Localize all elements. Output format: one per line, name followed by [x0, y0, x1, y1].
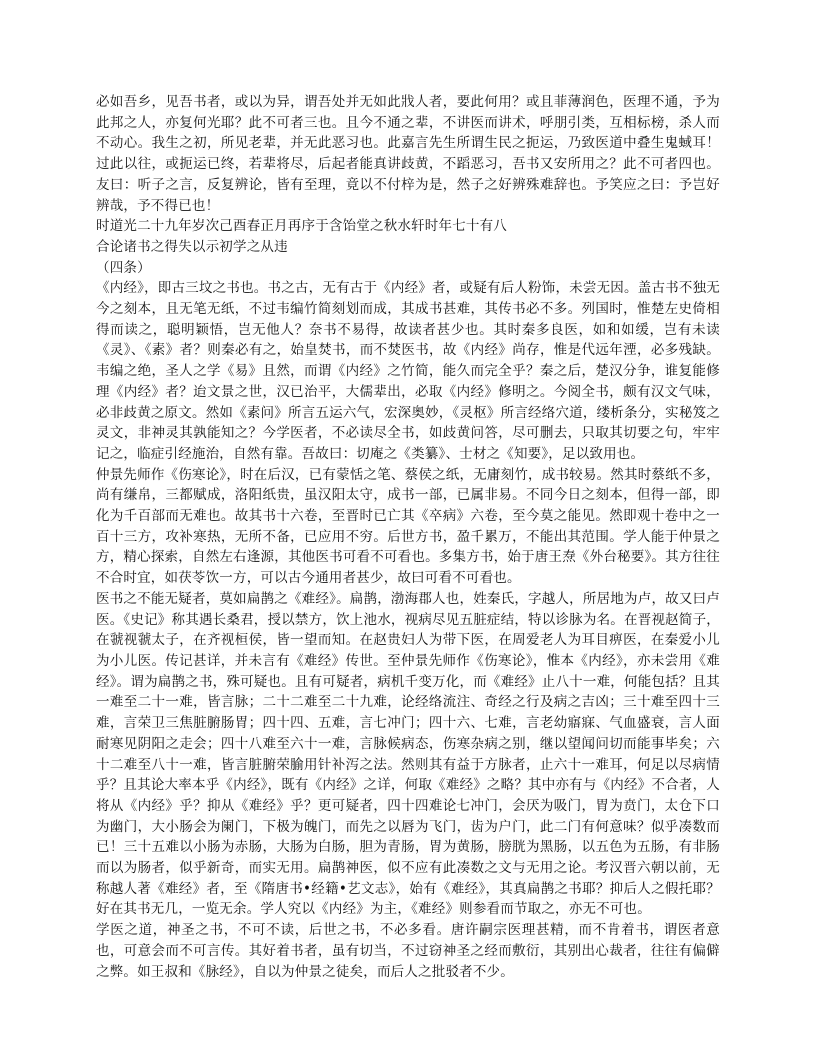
paragraph-preface-ending: 必如吾乡，见吾书者，或以为异，谓吾处并无如此戕人者，要此何用？或且菲薄润色，医理不通，予为此邦之人，亦复何光耶？此不可者三也。且今不通之辈，不讲医而讲术，呼朋引类，互相标榜，杀人而不动心。我生之初，所见老辈，并无此恶习也。此嘉言先生所谓生民之扼运，乃致医道中叠生鬼蜮耳！过此以往，或扼运已终，若辈将尽，后起者能真讲歧黄，不蹈恶习，吾书又安所用之？此不可者四也。友曰：听子之言，反复辨论，皆有至理，竟以不付梓为是，然子之好辨殊难辞也。予笑应之曰：予岂好辨哉，予不得已也！: [96, 94, 720, 214]
paragraph-xueyi: 学医之道，神圣之书，不可不读，后世之书，不必多看。唐许嗣宗医理甚精，而不肯着书，谓医者意也，可意会而不可言传。其好着书者，虽有切当，不过窃神圣之经而敷衍，其别出心裁者，往往有偏僻之弊。如王叔和《脉经》，自以为仲景之徒矣，而后人之批驳者不少。: [96, 922, 720, 980]
section-heading: 合论诸书之得失以示初学之从违: [96, 238, 288, 255]
paragraph-neijing: 《内经》，即古三坟之书也。书之古，无有古于《内经》者，或疑有后人粉饰，未尝无因。盖古书不独无今之刻本，且无笔无纸，不过韦编竹简刻划而成，其成书甚难，其传书必不多。列国时，惟楚左史倚相得而读之，聪明颖悟，岂无他人？奈书不易得，故读者甚少也。其时秦多良医，如和如缓，岂有未读《灵》、《素》者？则秦必有之，始皇焚书，而不焚医书，故《内经》尚存，惟是代远年湮，必多残缺。韦编之绝，圣人之学《易》且然，而谓《内经》之竹简，能久而完全乎？秦之后，楚汉分争，谁复能修理《内经》者？迨文景之世，汉已治平，大儒辈出，必取《内经》修明之。今阅全书，颇有汉文气味，必非歧黄之原文。然如《素问》所言五运六气，宏深奥妙，《灵枢》所言经络穴道，缕析条分，实秘笈之灵文，非神灵其孰能知之？今学医者，不必读尽全书，如歧黄问答，尽可删去，只取其切要之句，牢牢记之，临症引经施治，自然有靠。吾故曰：切庵之《类纂》、士材之《知要》，足以致用也。: [96, 280, 720, 462]
document-page: [96, 92, 720, 982]
section-subheading: （四条）: [96, 259, 151, 276]
paragraph-shanghanlun: 仲景先师作《伤寒论》，时在后汉，已有蒙恬之笔、蔡侯之纸，无庸刻竹，成书较易。然其时蔡纸不多，尚有缣帛，三都赋成，洛阳纸贵，虽汉阳太守，成书一部，已属非易。不同今日之刻本，但得一部，即化为千百部而无难也。故其书十六卷，至晋时已亡其《卒病》六卷，至今莫之能见。然即观十卷中之一百十三方，攻补寒热，无所不备，已应用不穷。后世方书，盈千累万，不能出其范围。学人能于仲景之方，精心探索，自然左右逢源，其他医书可看不可看也。多集方书，始于唐王焘《外台秘要》。其方往往不合时宜，如茯苓饮一方，可以古今通用者甚少，故曰可看不可看也。: [96, 466, 720, 587]
preface-date-line: 时道光二十九年岁次己酉春正月再序于含饴堂之秋水轩时年七十有八: [96, 218, 507, 235]
paragraph-nanjing: 医书之不能无疑者，莫如扁鹊之《难经》。扁鹊，渤海郡人也，姓秦氏，字越人，所居地为卢，故又曰卢医。《史记》称其遇长桑君，授以禁方，饮上池水，视病尽见五脏症结，特以诊脉为名。在晋视赵简子，在虢视虢太子，在齐视桓侯，皆一望而知。在赵贵妇人为带下医，在周爱老人为耳目痹医，在秦爱小儿为小儿医。传记甚详，并未言有《难经》传世。至仲景先师作《伤寒论》，惟本《内经》，亦未尝用《难经》。谓为扁鹊之书，殊可疑也。且有可疑者，病机千变万化，而《难经》止八十一难，何能包括？且其一难至二十一难，皆言脉；二十二难至二十九难，论经络流注、奇经之行及病之吉凶；三十难至四十三难，言荣卫三焦脏腑肠胃；四十四、五难，言七冲门；四十六、七难，言老幼寤寐、气血盛衰，言人面耐寒见阴阳之走会；四十八难至六十一难，言脉候病态，伤寒杂病之别，继以望闻问切而能事毕矣；六十二难至八十一难，皆言脏腑荣腧用针补泻之法。然则其有益于方脉者，止六十一难耳，何足以尽病情乎？且其论大率本乎《内经》，既有《内经》之详，何取《难经》之略？其中亦有与《内经》不合者，人将从《内经》乎？抑从《难经》乎？更可疑者，四十四难论七冲门，会厌为吸门，胃为贲门，太仓下口为幽门，大小肠会为阑门，下极为魄门，而先之以唇为飞门，齿为户门，此二门有何意味？似乎凑数而已！三十五难以小肠为赤肠，大肠为白肠，胆为青肠，胃为黄肠，膀胱为黑肠，以五色为五肠，有非肠而以为肠者，似乎新奇，而实无用。扁鹊神医，似不应有此凑数之文与无用之论。考汉晋六朝以前，无称越人著《难经》者，至《隋唐书•经籍•艺文志》，始有《难经》，其真扁鹊之书耶？抑后人之假托耶？好在其书无几，一览无余。学人究以《内经》为主，《难经》则参看而节取之，亦无不可也。: [96, 590, 720, 918]
